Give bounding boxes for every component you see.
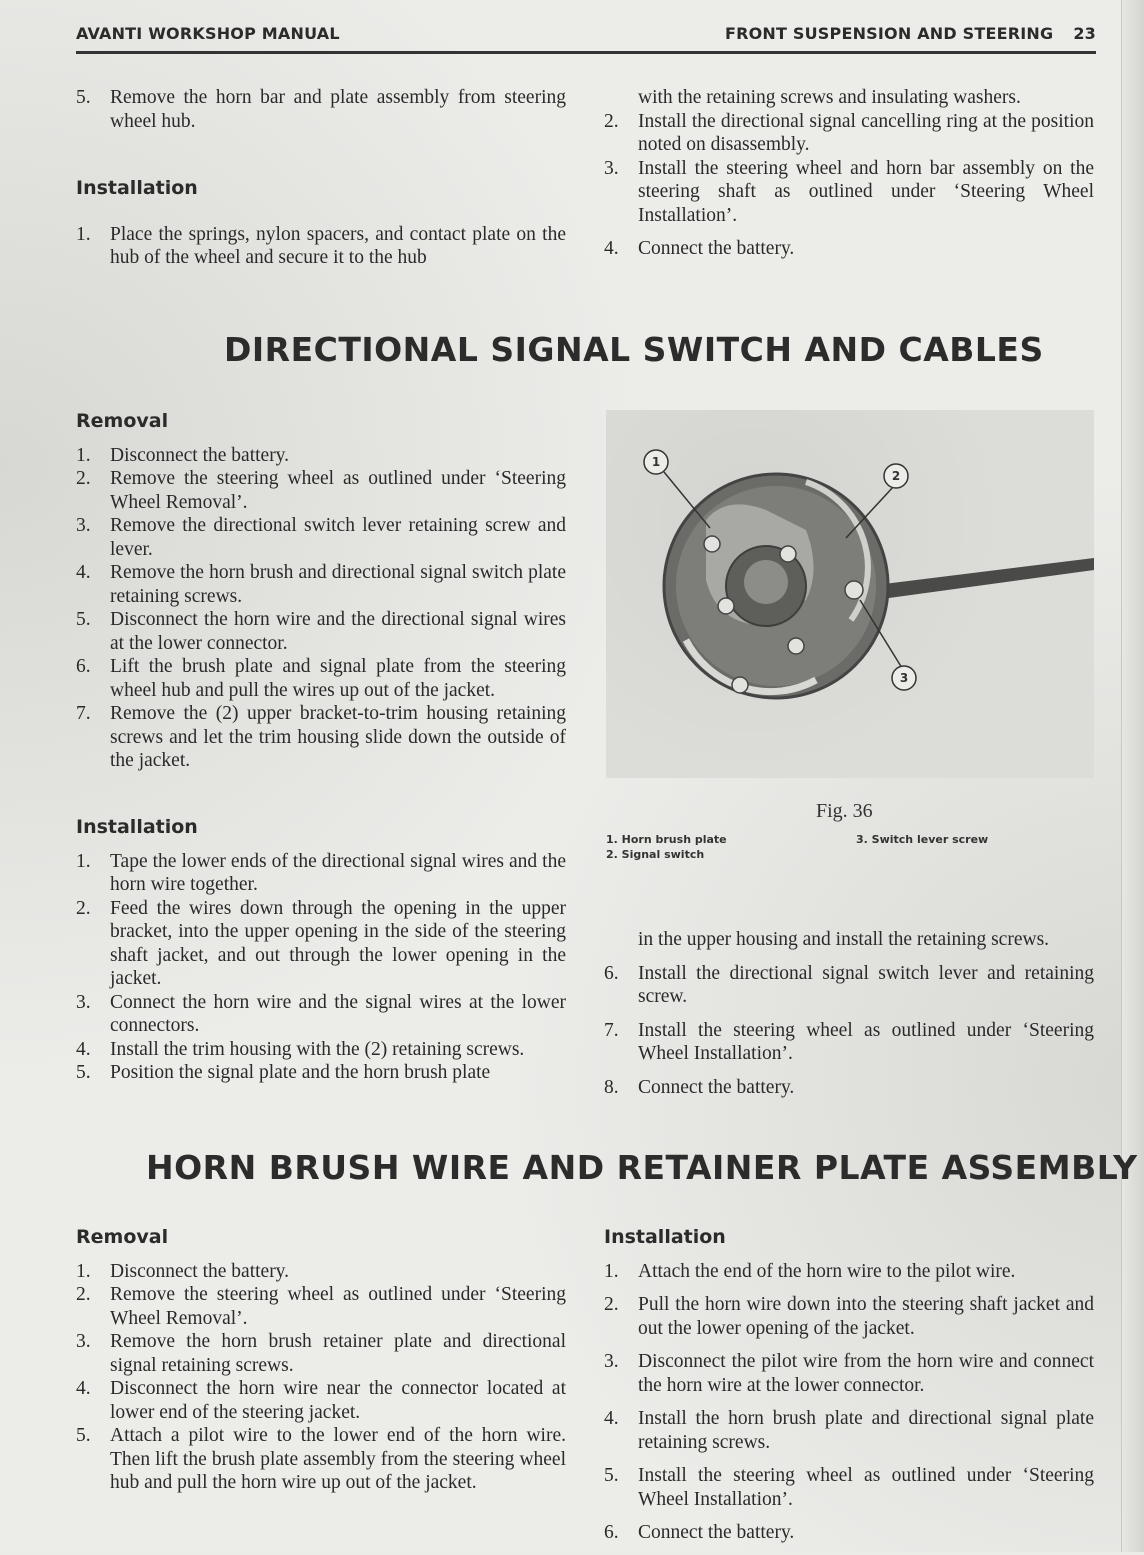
- list-item: 3. Remove the directional switch lever retaining screw and lever.: [76, 515, 566, 560]
- list-item: 1. Disconnect the battery.: [76, 1260, 290, 1282]
- installation-steps: [76, 850, 566, 1085]
- callout-3: 3: [899, 671, 909, 685]
- list-item: 1. Attach the end of the horn wire to the pilot wire.: [604, 1260, 1016, 1282]
- list-item: 7. Install the steering wheel as outlined under ‘Steering Wheel Installation’.: [604, 1019, 1094, 1064]
- callout-2: 2: [891, 469, 901, 483]
- installation-steps: [604, 1260, 1094, 1545]
- header-rule: [76, 51, 1096, 54]
- list-item: 4. Disconnect the horn wire near the connector located at lower end of the steering jacket.: [76, 1378, 566, 1423]
- installation-heading: Installation: [76, 816, 198, 838]
- list-item: 1. Place the springs, nylon spacers, and contact plate on the hub of the wheel and secure it to the hub: [76, 223, 566, 268]
- section-and-page: [725, 24, 1096, 43]
- top-left-column: [76, 86, 566, 270]
- manual-title: AVANTI WORKSHOP MANUAL: [76, 24, 340, 43]
- legend-item: 3. Switch lever screw: [856, 833, 989, 846]
- list-item: 2. Pull the horn wire down into the steering shaft jacket and out the lower opening of the jacket.: [604, 1294, 1094, 1339]
- legend-item: 1. Horn brush plate: [606, 833, 727, 846]
- section-title: FRONT SUSPENSION AND STEERING: [724, 24, 1054, 43]
- figure-legend-right: [856, 832, 988, 847]
- installation-steps-cont: [604, 962, 1094, 1100]
- removal-steps: [76, 1260, 566, 1495]
- directional-removal: [76, 410, 566, 773]
- list-item: 1. Disconnect the battery.: [76, 444, 290, 466]
- list-item: 5. Install the steering wheel as outlined under ‘Steering Wheel Installation’.: [604, 1465, 1094, 1510]
- figure-caption: Fig. 36: [816, 800, 873, 822]
- section-heading-directional-signal: DIRECTIONAL SIGNAL SWITCH AND CABLES: [224, 330, 1044, 369]
- continued-text: with the retaining screws and insulating washers.: [638, 87, 1021, 108]
- horn-installation: [604, 1226, 1094, 1555]
- top-right-column: [604, 86, 1094, 261]
- list-item: 3. Remove the horn brush retainer plate and directional signal retaining screws.: [76, 1331, 566, 1376]
- list-item: 5. Attach a pilot wire to the lower end of the horn wire. Then lift the brush plate assembly from the steering wheel hub and pull the horn wire up out of the jacket.: [76, 1425, 566, 1493]
- list-item: 2. Install the directional signal cancelling ring at the position noted on disassembly.: [604, 110, 1094, 155]
- list-item: 5. Remove the horn bar and plate assembly from steering wheel hub.: [76, 87, 566, 132]
- list-item: 4. Connect the battery.: [604, 238, 795, 259]
- figure-36-photo: [606, 410, 1094, 778]
- list-item: 4. Install the horn brush plate and directional signal plate retaining screws.: [604, 1408, 1094, 1453]
- list-item: 6. Lift the brush plate and signal plate from the steering wheel hub and pull the wires up out of the jacket.: [76, 656, 566, 701]
- list-item: 5. Position the signal plate and the horn brush plate: [76, 1062, 491, 1083]
- installation-heading: Installation: [604, 1226, 726, 1248]
- list-item: 3. Connect the horn wire and the signal wires at the lower connectors.: [76, 991, 566, 1036]
- horn-removal: [76, 1226, 566, 1495]
- list-item: 2. Remove the steering wheel as outlined under ‘Steering Wheel Removal’.: [76, 1284, 566, 1329]
- list-item: 2. Feed the wires down through the opening in the upper bracket, into the upper opening in the side of the steering shaft jacket, and out through the lower opening in the jacket.: [76, 897, 566, 989]
- list-item: 7. Remove the (2) upper bracket-to-trim housing retaining screws and let the trim housing slide down the outside of the jacket.: [76, 703, 566, 771]
- continued-text: in the upper housing and install the retaining screws.: [638, 929, 1050, 950]
- prior-installation-steps-cont: [604, 110, 1094, 261]
- removal-heading: Removal: [76, 410, 169, 432]
- list-item: 2. Remove the steering wheel as outlined under ‘Steering Wheel Removal’.: [76, 468, 566, 513]
- prior-removal-steps: [76, 86, 566, 133]
- page-edge: [1121, 0, 1144, 1552]
- list-item: 1. Tape the lower ends of the directional signal wires and the horn wire together.: [76, 850, 566, 895]
- prior-installation-steps: [76, 223, 566, 270]
- section-heading-horn-brush: HORN BRUSH WIRE AND RETAINER PLATE ASSEMBLY: [146, 1148, 1138, 1187]
- list-item: 8. Connect the battery.: [604, 1076, 795, 1098]
- removal-steps: [76, 444, 566, 773]
- removal-heading: Removal: [76, 1226, 169, 1248]
- legend-item: 2. Signal switch: [606, 848, 705, 861]
- installation-heading: Installation: [76, 177, 198, 199]
- page-number: 23: [1073, 24, 1096, 43]
- list-item: 6. Install the directional signal switch lever and retaining screw.: [604, 962, 1094, 1007]
- list-item: 4. Remove the horn brush and directional signal switch plate retaining screws.: [76, 562, 566, 607]
- running-header: [76, 24, 1096, 50]
- signal-switch-assembly-illustration: [606, 410, 1094, 778]
- list-item: 3. Disconnect the pilot wire from the horn wire and connect the horn wire at the lower connector.: [604, 1351, 1094, 1396]
- directional-installation: [76, 816, 566, 1085]
- list-item: 5. Disconnect the horn wire and the directional signal wires at the lower connector.: [76, 609, 566, 654]
- callout-1: 1: [651, 455, 661, 469]
- list-item: 6. Connect the battery.: [604, 1522, 795, 1543]
- figure-legend-left: [606, 832, 727, 862]
- list-item: 4. Install the trim housing with the (2) retaining screws.: [76, 1038, 525, 1060]
- directional-installation-cont: [604, 928, 1094, 1109]
- list-item: 3. Install the steering wheel and horn bar assembly on the steering shaft as outlined under ‘Steering Wheel Installation’.: [604, 157, 1094, 226]
